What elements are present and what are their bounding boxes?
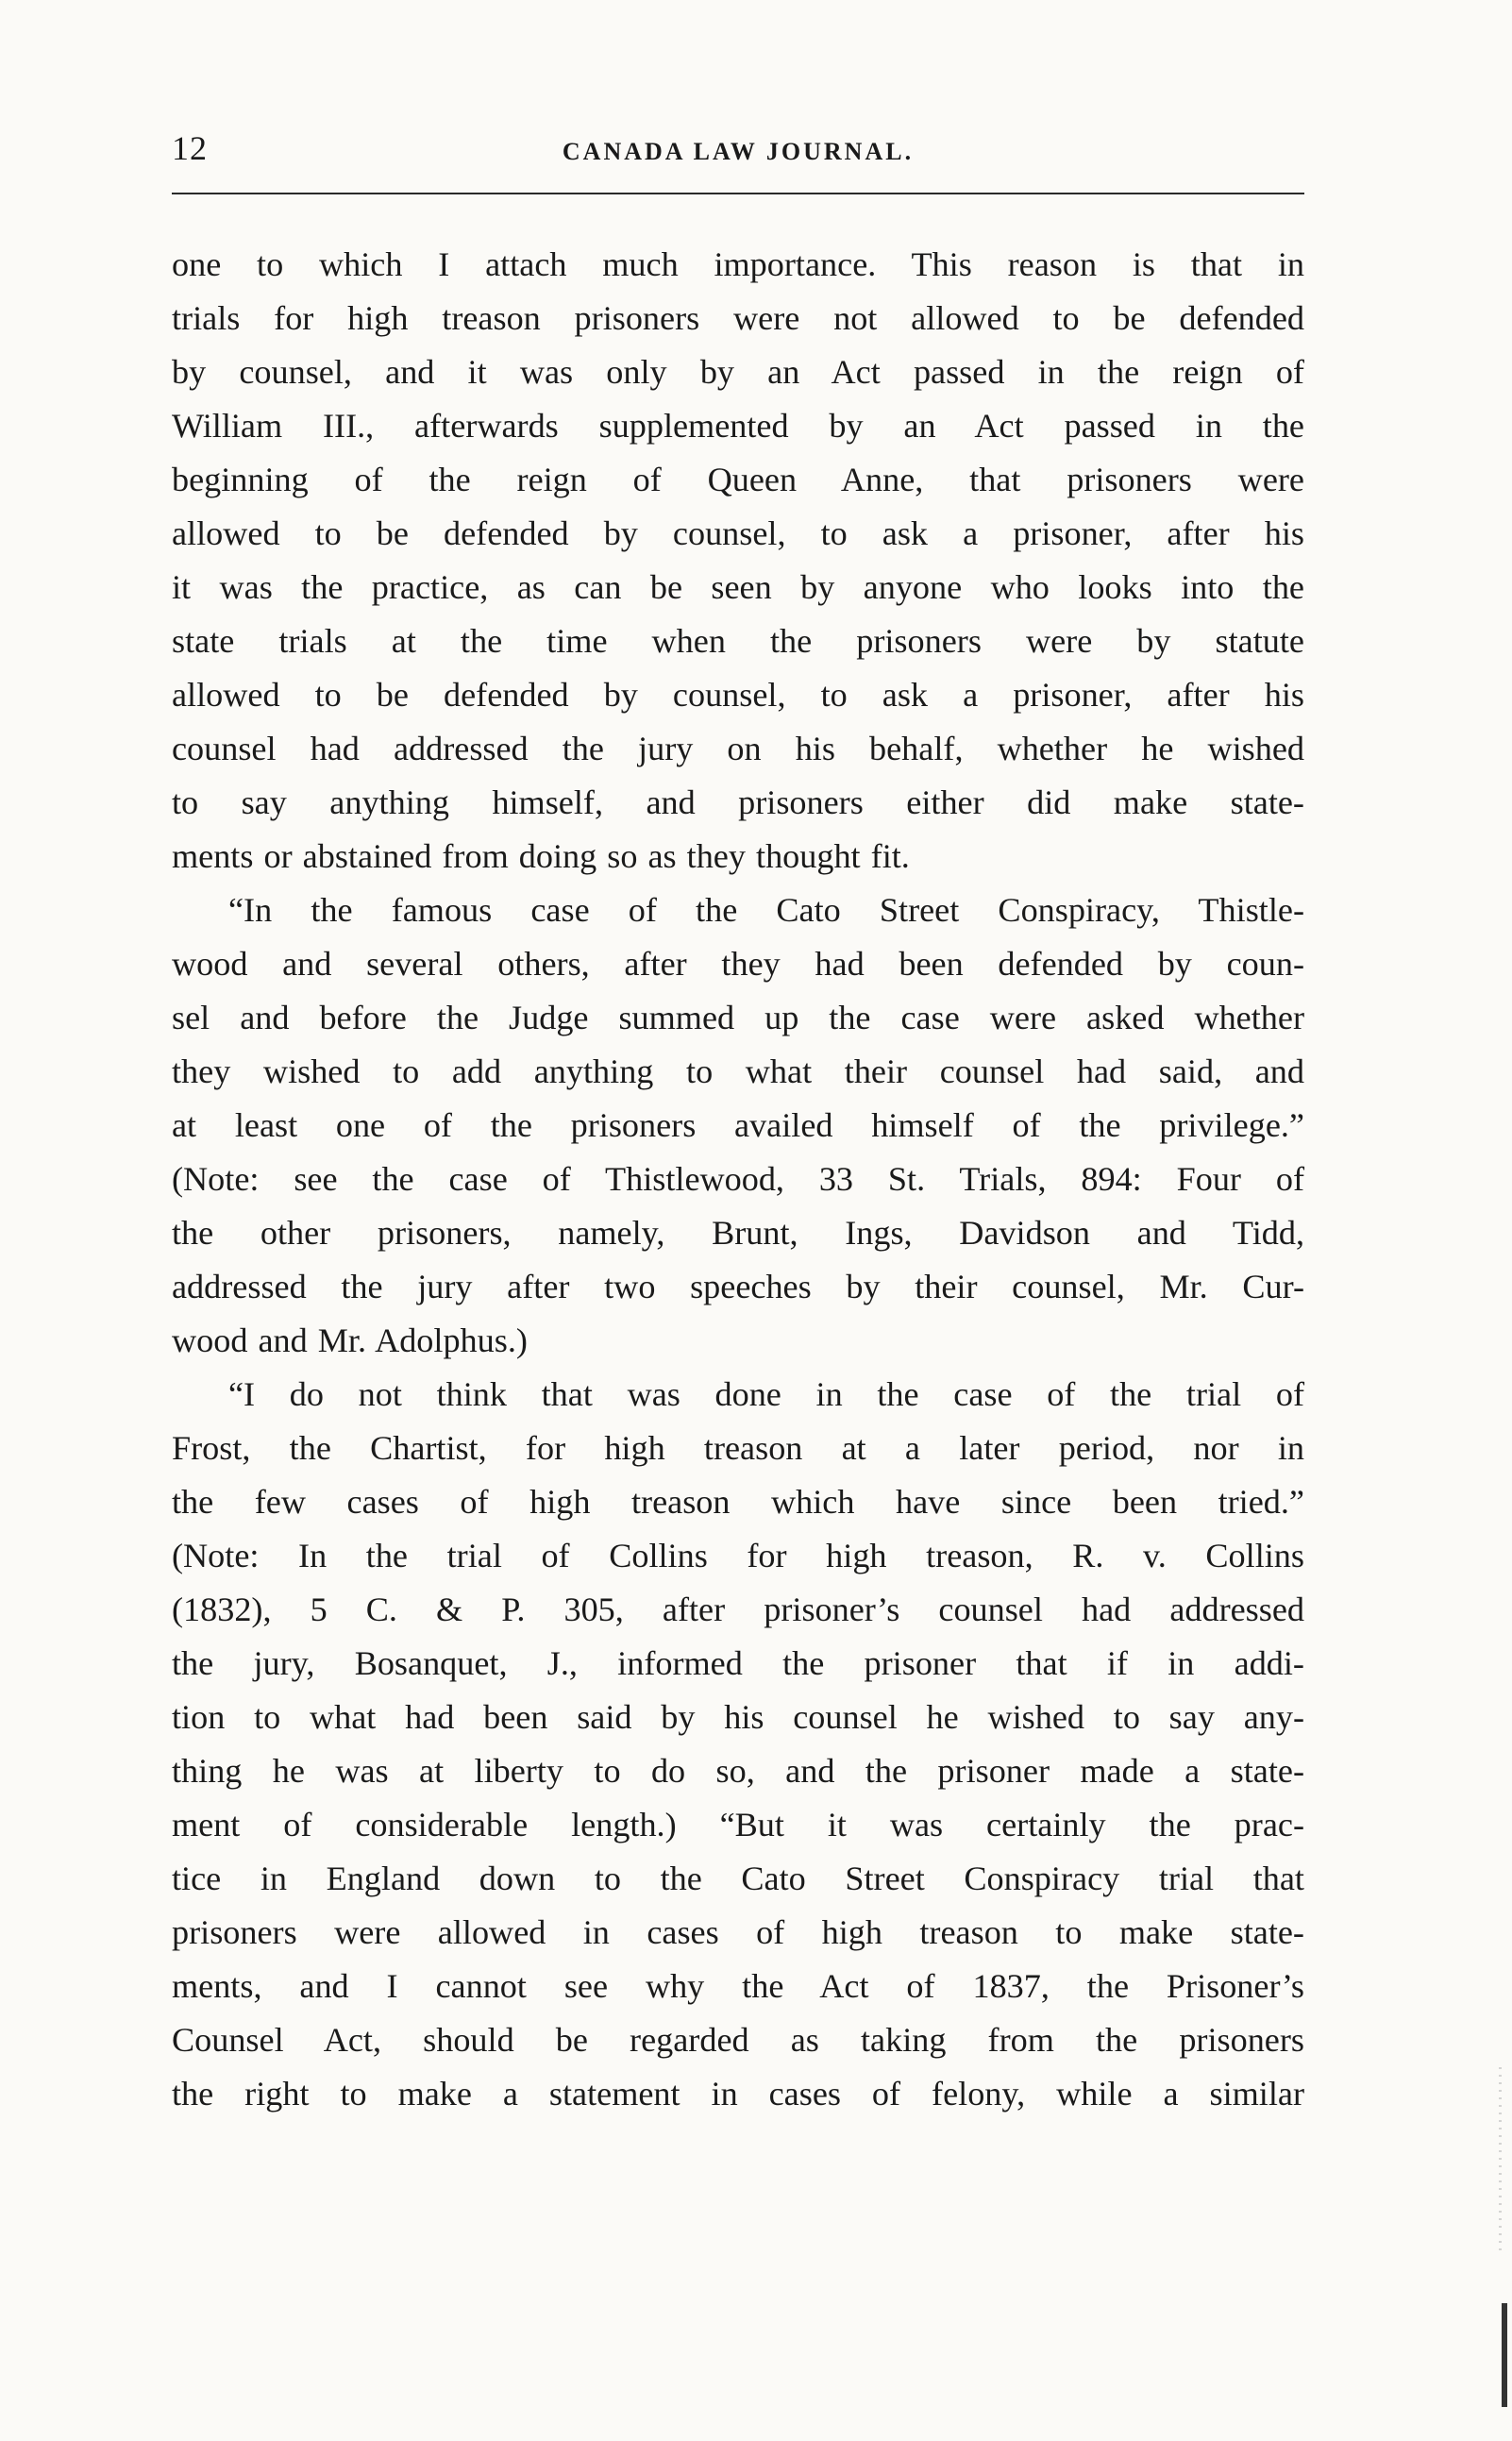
journal-title: CANADA LAW JOURNAL.: [562, 138, 915, 165]
text-line: at least one of the prisoners availed himself of the privilege.”: [172, 1106, 1304, 1144]
text-line: prisoners were allowed in cases of high treason to make state-: [172, 1913, 1304, 1951]
text-line: addressed the jury after two speeches by their counsel, Mr. Cur-: [172, 1268, 1304, 1305]
text-line: beginning of the reign of Queen Anne, that prisoners were: [172, 461, 1304, 498]
text-line: ments or abstained from doing so as they thought fit.: [172, 837, 910, 875]
header-divider: [172, 193, 1304, 194]
text-line: the other prisoners, namely, Brunt, Ings, Davidson and Tidd,: [172, 1214, 1304, 1252]
text-line: thing he was at liberty to do so, and the prisoner made a state-: [172, 1752, 1304, 1790]
body-text: [172, 238, 1304, 2121]
text-line: sel and before the Judge summed up the case were asked whether: [172, 999, 1304, 1036]
running-head: [172, 121, 1304, 177]
text-line: the right to make a statement in cases of felony, while a similar: [172, 2075, 1304, 2113]
text-line: wood and several others, after they had been defended by coun-: [172, 945, 1304, 983]
text-line: by counsel, and it was only by an Act passed in the reign of: [172, 353, 1304, 391]
text-line: wood and Mr. Adolphus.): [172, 1322, 528, 1359]
text-line: (1832), 5 C. & P. 305, after prisoner’s counsel had addressed: [172, 1591, 1304, 1628]
text-line: ment of considerable length.) “But it was certainly the prac-: [172, 1806, 1304, 1843]
text-line: Frost, the Chartist, for high treason at a later period, nor in: [172, 1429, 1304, 1467]
text-line: it was the practice, as can be seen by anyone who looks into the: [172, 568, 1304, 606]
page-number: 12: [172, 129, 208, 167]
text-line: William III., afterwards supplemented by an Act passed in the: [172, 407, 1304, 445]
text-line: allowed to be defended by counsel, to ask a prisoner, after his: [172, 676, 1304, 714]
scan-edge-mark: [1502, 2303, 1507, 2407]
text-line: the few cases of high treason which have since been tried.”: [172, 1483, 1304, 1521]
text-line: (Note: see the case of Thistlewood, 33 St. Trials, 894: Four of: [172, 1160, 1304, 1198]
text-line: to say anything himself, and prisoners either did make state-: [172, 783, 1304, 821]
text-line: allowed to be defended by counsel, to ask a prisoner, after his: [172, 514, 1304, 552]
text-line: tice in England down to the Cato Street Conspiracy trial that: [172, 1860, 1304, 1897]
text-line: “I do not think that was done in the case of the trial of: [228, 1375, 1304, 1413]
text-line: one to which I attach much importance. This reason is that in: [172, 245, 1304, 283]
text-line: (Note: In the trial of Collins for high treason, R. v. Collins: [172, 1537, 1304, 1574]
text-line: state trials at the time when the prisoners were by statute: [172, 622, 1304, 660]
text-line: counsel had addressed the jury on his behalf, whether he wished: [172, 730, 1304, 767]
text-line: Counsel Act, should be regarded as taking from the prisoners: [172, 2021, 1304, 2059]
text-line: ments, and I cannot see why the Act of 1837, the Prisoner’s: [172, 1967, 1304, 2005]
text-line: they wished to add anything to what their counsel had said, and: [172, 1052, 1304, 1090]
text-line: tion to what had been said by his counsel he wished to say any-: [172, 1698, 1304, 1736]
text-line: “In the famous case of the Cato Street Conspiracy, Thistle-: [228, 891, 1304, 929]
text-line: trials for high treason prisoners were not allowed to be defended: [172, 299, 1304, 337]
text-line: the jury, Bosanquet, J., informed the prisoner that if in addi-: [172, 1644, 1304, 1682]
scan-edge-speckle: [1499, 2067, 1502, 2256]
